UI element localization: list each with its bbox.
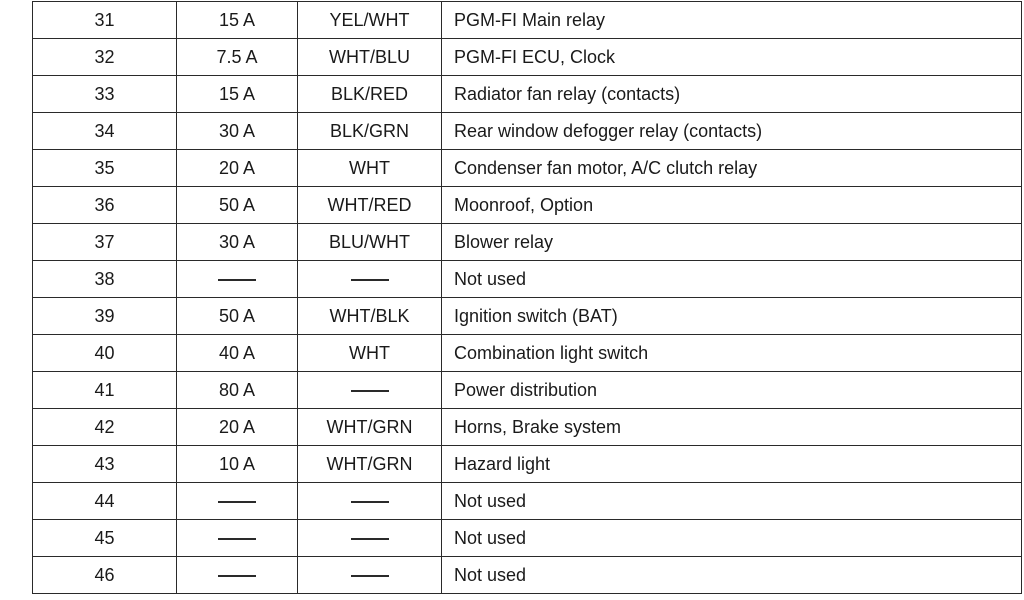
fuse-number-cell: 36 xyxy=(33,187,177,224)
empty-dash xyxy=(218,575,256,577)
component-cell: PGM-FI ECU, Clock xyxy=(442,39,1022,76)
table-row xyxy=(33,409,1022,446)
wire-color-cell: WHT xyxy=(298,335,442,372)
amps-cell xyxy=(177,483,298,520)
amps-cell xyxy=(177,520,298,557)
empty-dash xyxy=(218,501,256,503)
fuse-number-cell: 44 xyxy=(33,483,177,520)
wire-color-cell: YEL/WHT xyxy=(298,2,442,39)
amps-cell: 30 A xyxy=(177,224,298,261)
amps-cell: 15 A xyxy=(177,76,298,113)
wire-color-cell: WHT/BLK xyxy=(298,298,442,335)
component-cell: Not used xyxy=(442,520,1022,557)
amps-cell: 80 A xyxy=(177,372,298,409)
table-row xyxy=(33,2,1022,39)
component-cell: Not used xyxy=(442,483,1022,520)
fuse-table-body xyxy=(33,2,1022,594)
wire-color-cell: WHT/BLU xyxy=(298,39,442,76)
component-cell: Not used xyxy=(442,261,1022,298)
fuse-number-cell: 39 xyxy=(33,298,177,335)
component-cell: Moonroof, Option xyxy=(442,187,1022,224)
wire-color-cell xyxy=(298,557,442,594)
component-cell: Ignition switch (BAT) xyxy=(442,298,1022,335)
fuse-number-cell: 46 xyxy=(33,557,177,594)
fuse-number-cell: 35 xyxy=(33,150,177,187)
wire-color-cell: BLK/GRN xyxy=(298,113,442,150)
empty-dash xyxy=(218,279,256,281)
table-row xyxy=(33,446,1022,483)
amps-cell: 20 A xyxy=(177,150,298,187)
wire-color-cell: BLK/RED xyxy=(298,76,442,113)
component-cell: PGM-FI Main relay xyxy=(442,2,1022,39)
wire-color-cell: WHT/GRN xyxy=(298,446,442,483)
table-row xyxy=(33,335,1022,372)
component-cell: Horns, Brake system xyxy=(442,409,1022,446)
empty-dash xyxy=(351,538,389,540)
table-row xyxy=(33,298,1022,335)
fuse-number-cell: 33 xyxy=(33,76,177,113)
fuse-number-cell: 40 xyxy=(33,335,177,372)
component-cell: Condenser fan motor, A/C clutch relay xyxy=(442,150,1022,187)
fuse-number-cell: 38 xyxy=(33,261,177,298)
amps-cell: 40 A xyxy=(177,335,298,372)
table-row xyxy=(33,261,1022,298)
empty-dash xyxy=(351,279,389,281)
table-row xyxy=(33,187,1022,224)
wire-color-cell: WHT/RED xyxy=(298,187,442,224)
fuse-number-cell: 43 xyxy=(33,446,177,483)
wire-color-cell xyxy=(298,520,442,557)
fuse-number-cell: 31 xyxy=(33,2,177,39)
table-row xyxy=(33,224,1022,261)
empty-dash xyxy=(351,390,389,392)
fuse-number-cell: 32 xyxy=(33,39,177,76)
component-cell: Radiator fan relay (contacts) xyxy=(442,76,1022,113)
empty-dash xyxy=(351,501,389,503)
component-cell: Not used xyxy=(442,557,1022,594)
table-row xyxy=(33,520,1022,557)
amps-cell xyxy=(177,261,298,298)
amps-cell: 10 A xyxy=(177,446,298,483)
table-row xyxy=(33,557,1022,594)
table-row xyxy=(33,483,1022,520)
wire-color-cell xyxy=(298,483,442,520)
component-cell: Combination light switch xyxy=(442,335,1022,372)
fuse-table xyxy=(32,0,1022,594)
fuse-number-cell: 42 xyxy=(33,409,177,446)
wire-color-cell xyxy=(298,372,442,409)
fuse-number-cell: 37 xyxy=(33,224,177,261)
table-row xyxy=(33,113,1022,150)
empty-dash xyxy=(351,575,389,577)
amps-cell: 20 A xyxy=(177,409,298,446)
fuse-number-cell: 45 xyxy=(33,520,177,557)
table-row xyxy=(33,150,1022,187)
fuse-number-cell: 34 xyxy=(33,113,177,150)
amps-cell: 30 A xyxy=(177,113,298,150)
empty-dash xyxy=(218,538,256,540)
wire-color-cell: WHT xyxy=(298,150,442,187)
wire-color-cell: BLU/WHT xyxy=(298,224,442,261)
component-cell: Power distribution xyxy=(442,372,1022,409)
wire-color-cell: WHT/GRN xyxy=(298,409,442,446)
table-row xyxy=(33,76,1022,113)
component-cell: Blower relay xyxy=(442,224,1022,261)
amps-cell: 50 A xyxy=(177,187,298,224)
amps-cell: 50 A xyxy=(177,298,298,335)
wire-color-cell xyxy=(298,261,442,298)
amps-cell: 15 A xyxy=(177,2,298,39)
fuse-number-cell: 41 xyxy=(33,372,177,409)
table-row xyxy=(33,372,1022,409)
component-cell: Rear window defogger relay (contacts) xyxy=(442,113,1022,150)
table-row xyxy=(33,39,1022,76)
component-cell: Hazard light xyxy=(442,446,1022,483)
amps-cell xyxy=(177,557,298,594)
amps-cell: 7.5 A xyxy=(177,39,298,76)
